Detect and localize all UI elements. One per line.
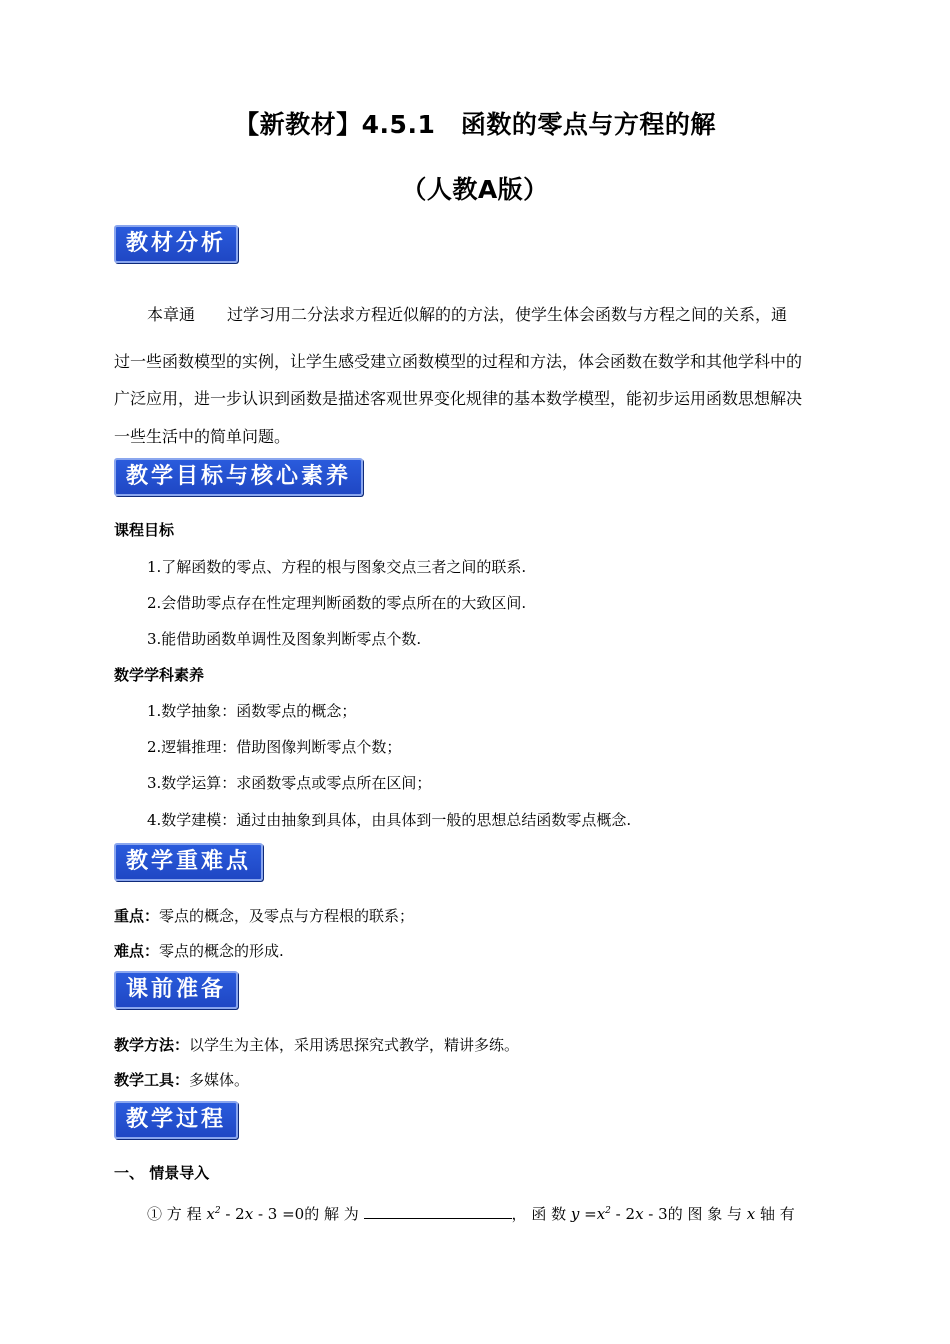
teaching-tools (114, 1069, 249, 1090)
question-text: 的 解 为 (304, 1205, 359, 1223)
section-badge-goals: 教学目标与核心素养 (114, 458, 363, 496)
equation-1: $x^2 - 2x - 3 =0$ (206, 1205, 305, 1223)
difficult-point-text: 零点的概念的形成. (159, 942, 284, 960)
page-subtitle: （人教A版） (401, 175, 549, 204)
section-badge-analysis: 教材分析 (114, 225, 238, 263)
teaching-method (114, 1034, 519, 1055)
key-point-label: 重点： (114, 907, 160, 925)
key-point (114, 905, 414, 926)
course-goal-item: 2.会借助零点存在性定理判断函数的零点所在的大致区间. (147, 594, 527, 612)
section-badge-keypoints: 教学重难点 (114, 843, 263, 881)
course-goal-item: 1.了解函数的零点、方程的根与图象交点三者之间的联系. (147, 558, 527, 576)
question-number: ① (147, 1205, 163, 1223)
course-goals-label: 课程目标 (114, 521, 175, 539)
teaching-tools-text: 多媒体。 (189, 1071, 250, 1089)
literacy-label: 数学学科素养 (114, 666, 205, 684)
question-text: 轴 有 (760, 1205, 795, 1223)
process-step-heading: 一、 情景导入 (114, 1164, 210, 1182)
question-text: 方 程 (166, 1205, 202, 1223)
question-text: ， 函 数 (511, 1205, 567, 1223)
equation-2: $y =x^2 - 2x - 3$ (570, 1205, 668, 1223)
teaching-tools-label: 教学工具： (114, 1071, 190, 1089)
analysis-line-4: 一些生活中的简单问题。 (114, 427, 291, 446)
difficult-point-label: 难点： (114, 942, 160, 960)
section-badge-prep: 课前准备 (114, 971, 238, 1009)
x-variable: x (746, 1205, 756, 1223)
section-badge-process: 教学过程 (114, 1101, 238, 1139)
difficult-point (114, 940, 284, 961)
analysis-line-3: 广泛应用，进一步认识到函数是描述客观世界变化规律的基本数学模型，能初步运用函数思想解决 (114, 389, 803, 408)
teaching-method-text: 以学生为主体，采用诱思探究式教学，精讲多练。 (189, 1036, 520, 1054)
page-title: 【新教材】4.5.1 函数的零点与方程的解 (234, 110, 716, 139)
question-line (147, 1203, 837, 1224)
course-goal-item: 3.能借助函数单调性及图象判断零点个数. (147, 630, 422, 648)
literacy-item: 2.逻辑推理：借助图像判断零点个数； (147, 738, 402, 756)
literacy-item: 4.数学建模：通过由抽象到具体，由具体到一般的思想总结函数零点概念. (147, 811, 632, 829)
question-text: 的 图 象 与 (667, 1205, 742, 1223)
analysis-line-2: 过一些函数模型的实例，让学生感受建立函数模型的过程和方法，体会函数在数学和其他学科中的 (114, 352, 803, 371)
literacy-item: 3.数学运算：求函数零点或零点所在区间； (147, 774, 432, 792)
teaching-method-label: 教学方法： (114, 1036, 190, 1054)
answer-blank[interactable] (364, 1204, 512, 1219)
literacy-item: 1.数学抽象：函数零点的概念； (147, 702, 357, 720)
key-point-text: 零点的概念，及零点与方程根的联系； (159, 907, 415, 925)
analysis-line-1: 本章通 过学习用二分法求方程近似解的的方法，使学生体会函数与方程之间的关系，通 (147, 305, 788, 324)
